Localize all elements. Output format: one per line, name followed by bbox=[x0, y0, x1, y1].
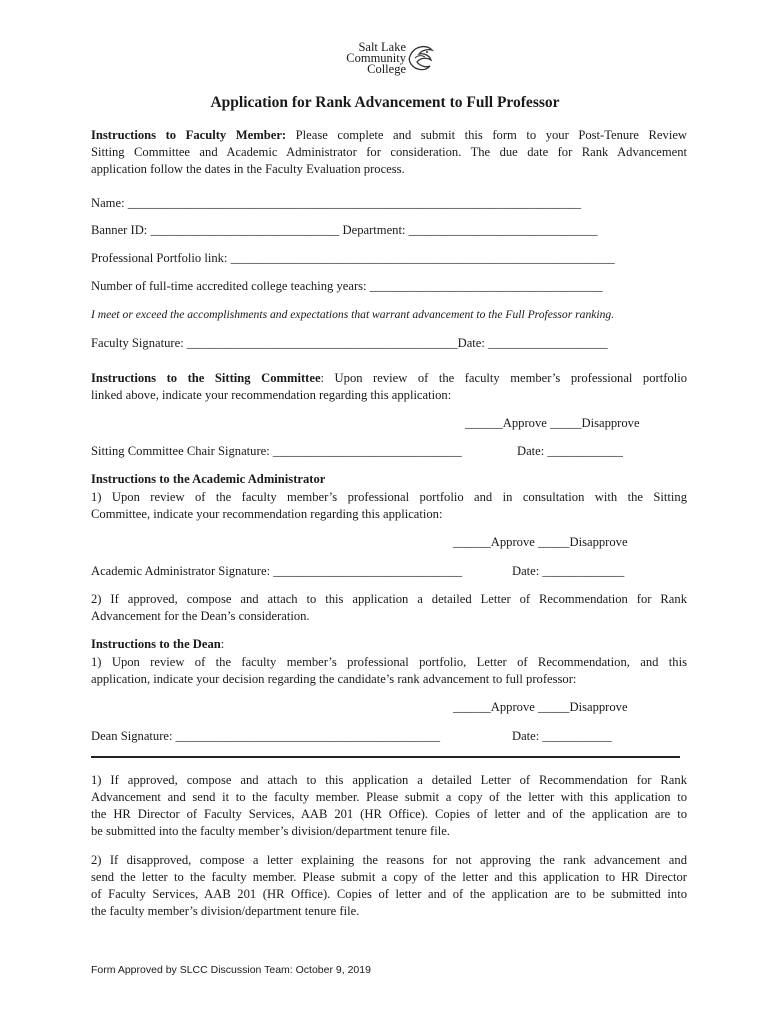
administrator-approved-line-2: Advancement for the Dean’s consideration. bbox=[91, 609, 310, 623]
teaching-years-field[interactable]: Number of full-time accredited college teaching years: _____________________________________ bbox=[91, 279, 603, 293]
notes-disapproved-line-4: the faculty member’s division/department tenure file. bbox=[91, 904, 360, 918]
dean-instructions-line-2: application, indicate your decision regarding the candidate’s rank advancement to full professor: bbox=[91, 672, 577, 686]
dean-heading bbox=[91, 637, 224, 652]
administrator-decision-field[interactable]: ______Approve _____Disapprove bbox=[453, 535, 628, 549]
dean-heading-colon: : bbox=[220, 637, 225, 651]
dean-signature-field[interactable]: Dean Signature: __________________________________________ bbox=[91, 729, 441, 743]
page-title: Application for Rank Advancement to Full Professor bbox=[210, 94, 560, 111]
faculty-statement: I meet or exceed the accomplishments and expectations that warrant advancement to the Full Professor ranking. bbox=[91, 308, 615, 321]
administrator-instructions-line-2: Committee, indicate your recommendation regarding this application: bbox=[91, 507, 443, 521]
dean-decision-field[interactable]: ______Approve _____Disapprove bbox=[453, 700, 628, 714]
logo-wordmark bbox=[338, 42, 406, 75]
notes-approved-line-2: Advancement and send it to the faculty member. Please submit a copy of the letter with this application to bbox=[91, 790, 687, 804]
notes-disapproved-line-3: of Faculty Services, AAB 201 (HR Office). Copies of letter and of the application are to be submitted into bbox=[91, 887, 687, 901]
section-divider bbox=[91, 756, 680, 758]
faculty-instructions-text-1: Please complete and submit this form to your Post-Tenure Review bbox=[295, 128, 687, 142]
banner-id-department-field[interactable]: Banner ID: ______________________________ Department: ______________________________ bbox=[91, 223, 598, 237]
dean-instructions-line-1: 1) Upon review of the faculty member’s professional portfolio, Letter of Recommendation, and this bbox=[91, 655, 687, 669]
name-field[interactable]: Name: ________________________________________________________________________ bbox=[91, 196, 582, 210]
logo-line-2: Community bbox=[346, 51, 406, 65]
administrator-signature-field[interactable]: Academic Administrator Signature: ______________________________ bbox=[91, 564, 463, 578]
college-logo bbox=[338, 42, 438, 82]
notes-approved-line-3: the HR Director of Faculty Services, AAB 201 (HR Office). Copies of letter and of the application are to bbox=[91, 807, 687, 821]
notes-approved-line-4: be submitted into the faculty member’s division/department tenure file. bbox=[91, 824, 450, 838]
form-approval-footer: Form Approved by SLCC Discussion Team: October 9, 2019 bbox=[91, 964, 371, 976]
faculty-instructions-label: Instructions to Faculty Member: bbox=[91, 128, 287, 142]
committee-instructions-text-1: : Upon review of the faculty member’s professional portfolio bbox=[320, 371, 687, 385]
committee-instructions-label: Instructions to the Sitting Committee bbox=[91, 371, 321, 385]
dean-date-field[interactable]: Date: ___________ bbox=[512, 729, 612, 743]
administrator-approved-line-1: 2) If approved, compose and attach to this application a detailed Letter of Recommendation for Rank bbox=[91, 592, 687, 606]
logo-line-1: Salt Lake bbox=[358, 40, 406, 54]
administrator-date-field[interactable]: Date: _____________ bbox=[512, 564, 625, 578]
notes-approved-line-1: 1) If approved, compose and attach to this application a detailed Letter of Recommendation for Rank bbox=[91, 773, 687, 787]
committee-instructions-line-2: linked above, indicate your recommendation regarding this application: bbox=[91, 388, 452, 402]
dean-heading-text: Instructions to the Dean bbox=[91, 637, 221, 651]
portfolio-link-field[interactable]: Professional Portfolio link: _____________________________________________________________ bbox=[91, 251, 615, 265]
notes-disapproved-line-1: 2) If disapproved, compose a letter explaining the reasons for not approving the rank advancement and bbox=[91, 853, 687, 867]
faculty-instructions-line-2: Sitting Committee and Academic Administrator for consideration. The due date for Rank Advancement bbox=[91, 145, 687, 159]
faculty-instructions-line-3: application follow the dates in the Faculty Evaluation process. bbox=[91, 162, 405, 176]
faculty-instructions-line-1 bbox=[91, 128, 687, 143]
administrator-heading: Instructions to the Academic Administrator bbox=[91, 472, 326, 486]
notes-disapproved-line-2: send the letter to the faculty member. Please submit a copy of the letter and this application to HR Director bbox=[91, 870, 687, 884]
committee-instructions-line-1 bbox=[91, 371, 687, 386]
committee-decision-field[interactable]: ______Approve _____Disapprove bbox=[465, 416, 640, 430]
slcc-bird-emblem-icon bbox=[406, 42, 436, 78]
committee-date-field[interactable]: Date: ____________ bbox=[517, 444, 623, 458]
logo-line-3: College bbox=[367, 62, 406, 76]
committee-signature-field[interactable]: Sitting Committee Chair Signature: ______________________________ bbox=[91, 444, 462, 458]
administrator-instructions-line-1: 1) Upon review of the faculty member’s professional portfolio and in consultation with the Sitting bbox=[91, 490, 687, 504]
faculty-signature-field[interactable]: Faculty Signature: ___________________________________________Date: ___________________ bbox=[91, 336, 608, 350]
